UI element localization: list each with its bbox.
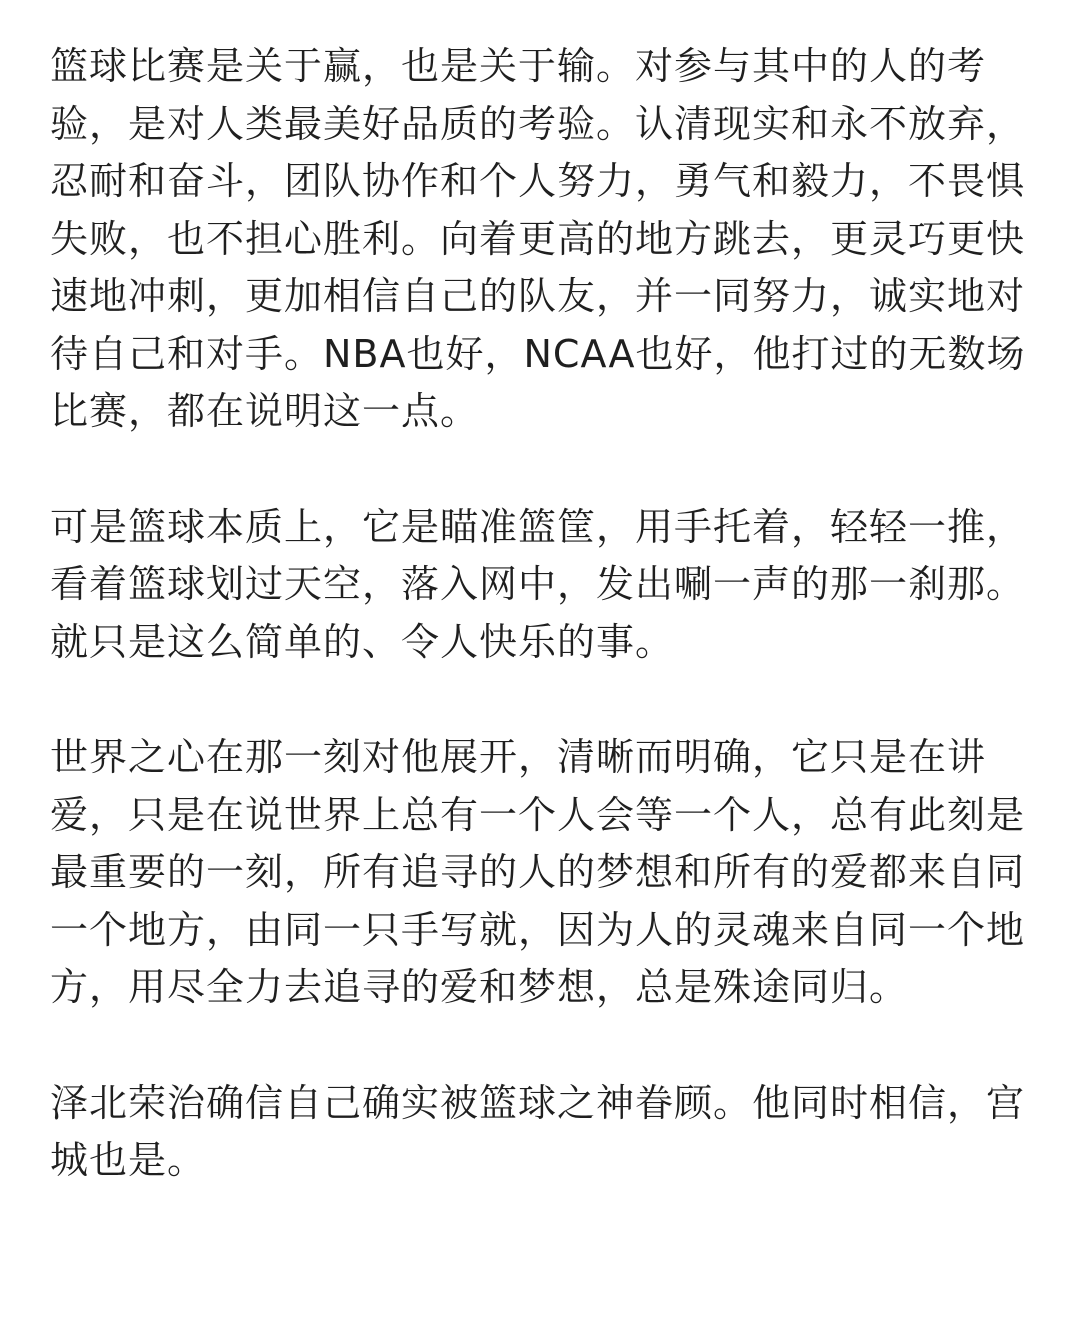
paragraph-4: 泽北荣治确信自己确实被篮球之神眷顾。他同时相信，宫城也是。 xyxy=(50,1080,1026,1182)
paragraph-2: 可是篮球本质上，它是瞄准篮筐，用手托着，轻轻一推，看着篮球划过天空，落入网中，发出唰一声的那一刹那。就只是这么简单的、令人快乐的事。 xyxy=(50,504,1026,664)
paragraph-1: 篮球比赛是关于赢，也是关于输。对参与其中的人的考验，是对人类最美好品质的考验。认清现实和永不放弃，忍耐和奋斗，团队协作和个人努力，勇气和毅力，不畏惧失败，也不担心胜利。向着更高的地方跳去，更灵巧更快速地冲刺，更加相信自己的队友，并一同努力，诚实地对待自己和对手。NBA也好，NCAA也好，他打过的无数场比赛，都在说明这一点。 xyxy=(50,44,1026,433)
paragraph-3: 世界之心在那一刻对他展开，清晰而明确，它只是在讲爱，只是在说世界上总有一个人会等一个人，总有此刻是最重要的一刻，所有追寻的人的梦想和所有的爱都来自同一个地方，由同一只手写就，因为人的灵魂来自同一个地方，用尽全力去追寻的爱和梦想，总是殊途同归。 xyxy=(50,735,1026,1009)
article-body xyxy=(50,38,1035,1190)
